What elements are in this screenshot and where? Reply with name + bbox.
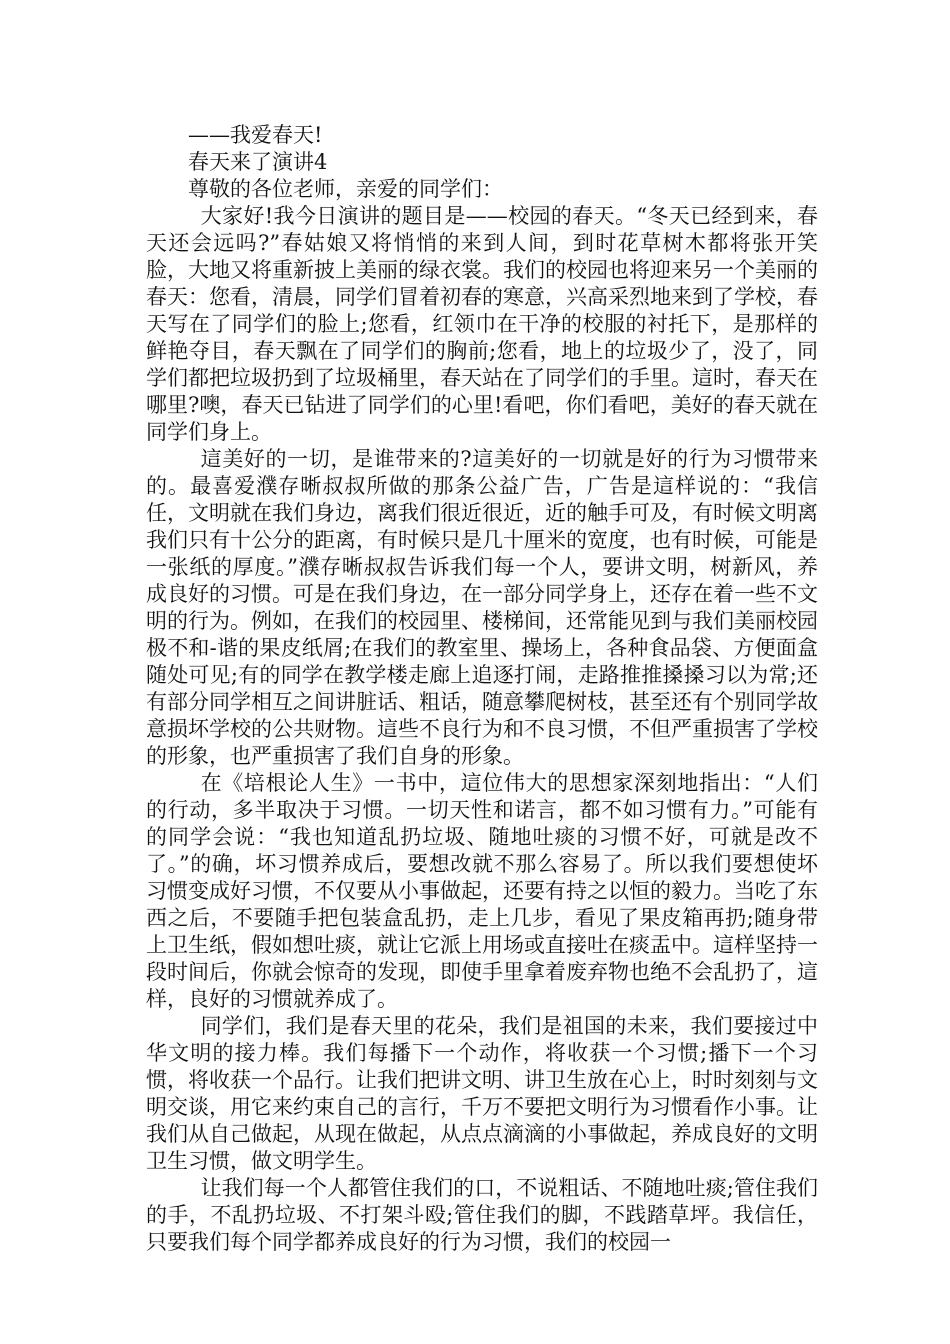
paragraph-5: 让我们每一个人都管住我们的口，不说粗话、不随地吐痰;管住我们的手，不乱扔垃圾、不打架斗殴;管住我们的脚，不践踏草坪。我信任，只要我们每个同学都养成良好的行为习惯，我们的校园一: [146, 1176, 818, 1254]
document-page: [146, 122, 818, 1256]
paragraph-1: 大家好!我今日演讲的题目是——校园的春天。“冬天已经到来，春天还会远吗?”春姑娘又将悄悄的来到人间，到时花草树木都将张开笑脸，大地又将重新披上美丽的绿衣裳。我们的校园也将迎来另一个美丽的春天：您看，清晨，同学们冒着初春的寒意，兴高采烈地来到了学校，春天写在了同学们的脸上;您看，红领巾在干净的校服的衬托下，是那样的鲜艳夺目，春天飘在了同学们的胸前;您看，地上的垃圾少了，没了，同学们都把垃圾扔到了垃圾桶里，春天站在了同学们的手里。這时，春天在哪里?噢，春天已钻进了同学们的心里!看吧，你们看吧，美好的春天就在同学们身上。: [146, 204, 818, 444]
closing-line: ——我爱春天!: [188, 123, 323, 147]
paragraph-2: 這美好的一切，是谁带来的?這美好的一切就是好的行为习惯带来的。最喜爱濮存晰叔叔所做的那条公益广告，广告是這样说的：“我信任，文明就在我们身边，离我们很近很近，近的触手可及，有时候文明离我们只有十公分的距离，有时候只是几十厘米的宽度，也有时候，可能是一张纸的厚度。”濮存晰叔叔告诉我们每一个人，要讲文明，树新风，养成良好的习惯。可是在我们身边，在一部分同学身上，还存在着一些不文明的行为。例如，在我们的校园里、楼梯间，还常能见到与我们美丽校园极不和-谐的果皮纸屑;在我们的教室里、操场上，各种食品袋、方便面盒随处可见;有的同学在教学楼走廊上追逐打闹，走路推推搡搡习以为常;还有部分同学相互之间讲脏话、粗话，随意攀爬树枝，甚至还有个别同学故意损坏学校的公共财物。這些不良行为和不良习惯，不但严重损害了学校的形象，也严重损害了我们自身的形象。: [146, 447, 818, 768]
salutation: 尊敬的各位老师，亲爱的同学们：: [188, 177, 503, 201]
paragraph-4: 同学们，我们是春天里的花朵，我们是祖国的未来，我们要接过中华文明的接力棒。我们每播下一个动作，将收获一个习惯;播下一个习惯，将收获一个品行。让我们把讲文明、讲卫生放在心上，时时刻刻与文明交谈，用它来约束自己的言行，千万不要把文明行为习惯看作小事。让我们从自己做起，从现在做起，从点点滴滴的小事做起，养成良好的文明卫生习惯，做文明学生。: [146, 1014, 818, 1173]
section-title: 春天来了演讲4: [188, 150, 328, 174]
paragraph-3: 在《培根论人生》一书中，這位伟大的思想家深刻地指出：“人们的行动，多半取决于习惯。一切天性和诺言，都不如习惯有力。”可能有的同学会说：“我也知道乱扔垃圾、随地吐痰的习惯不好，可就是改不了。”的确，坏习惯养成后，要想改就不那么容易了。所以我们要想使坏习惯变成好习惯，不仅要从小事做起，还要有持之以恒的毅力。当吃了东西之后，不要随手把包装盒乱扔，走上几步，看见了果皮箱再扔;随身带上卫生纸，假如想吐痰，就让它派上用场或直接吐在痰盂中。這样坚持一段时间后，你就会惊奇的发现，即使手里拿着废弃物也绝不会乱扔了，這样，良好的习惯就养成了。: [146, 771, 818, 1011]
